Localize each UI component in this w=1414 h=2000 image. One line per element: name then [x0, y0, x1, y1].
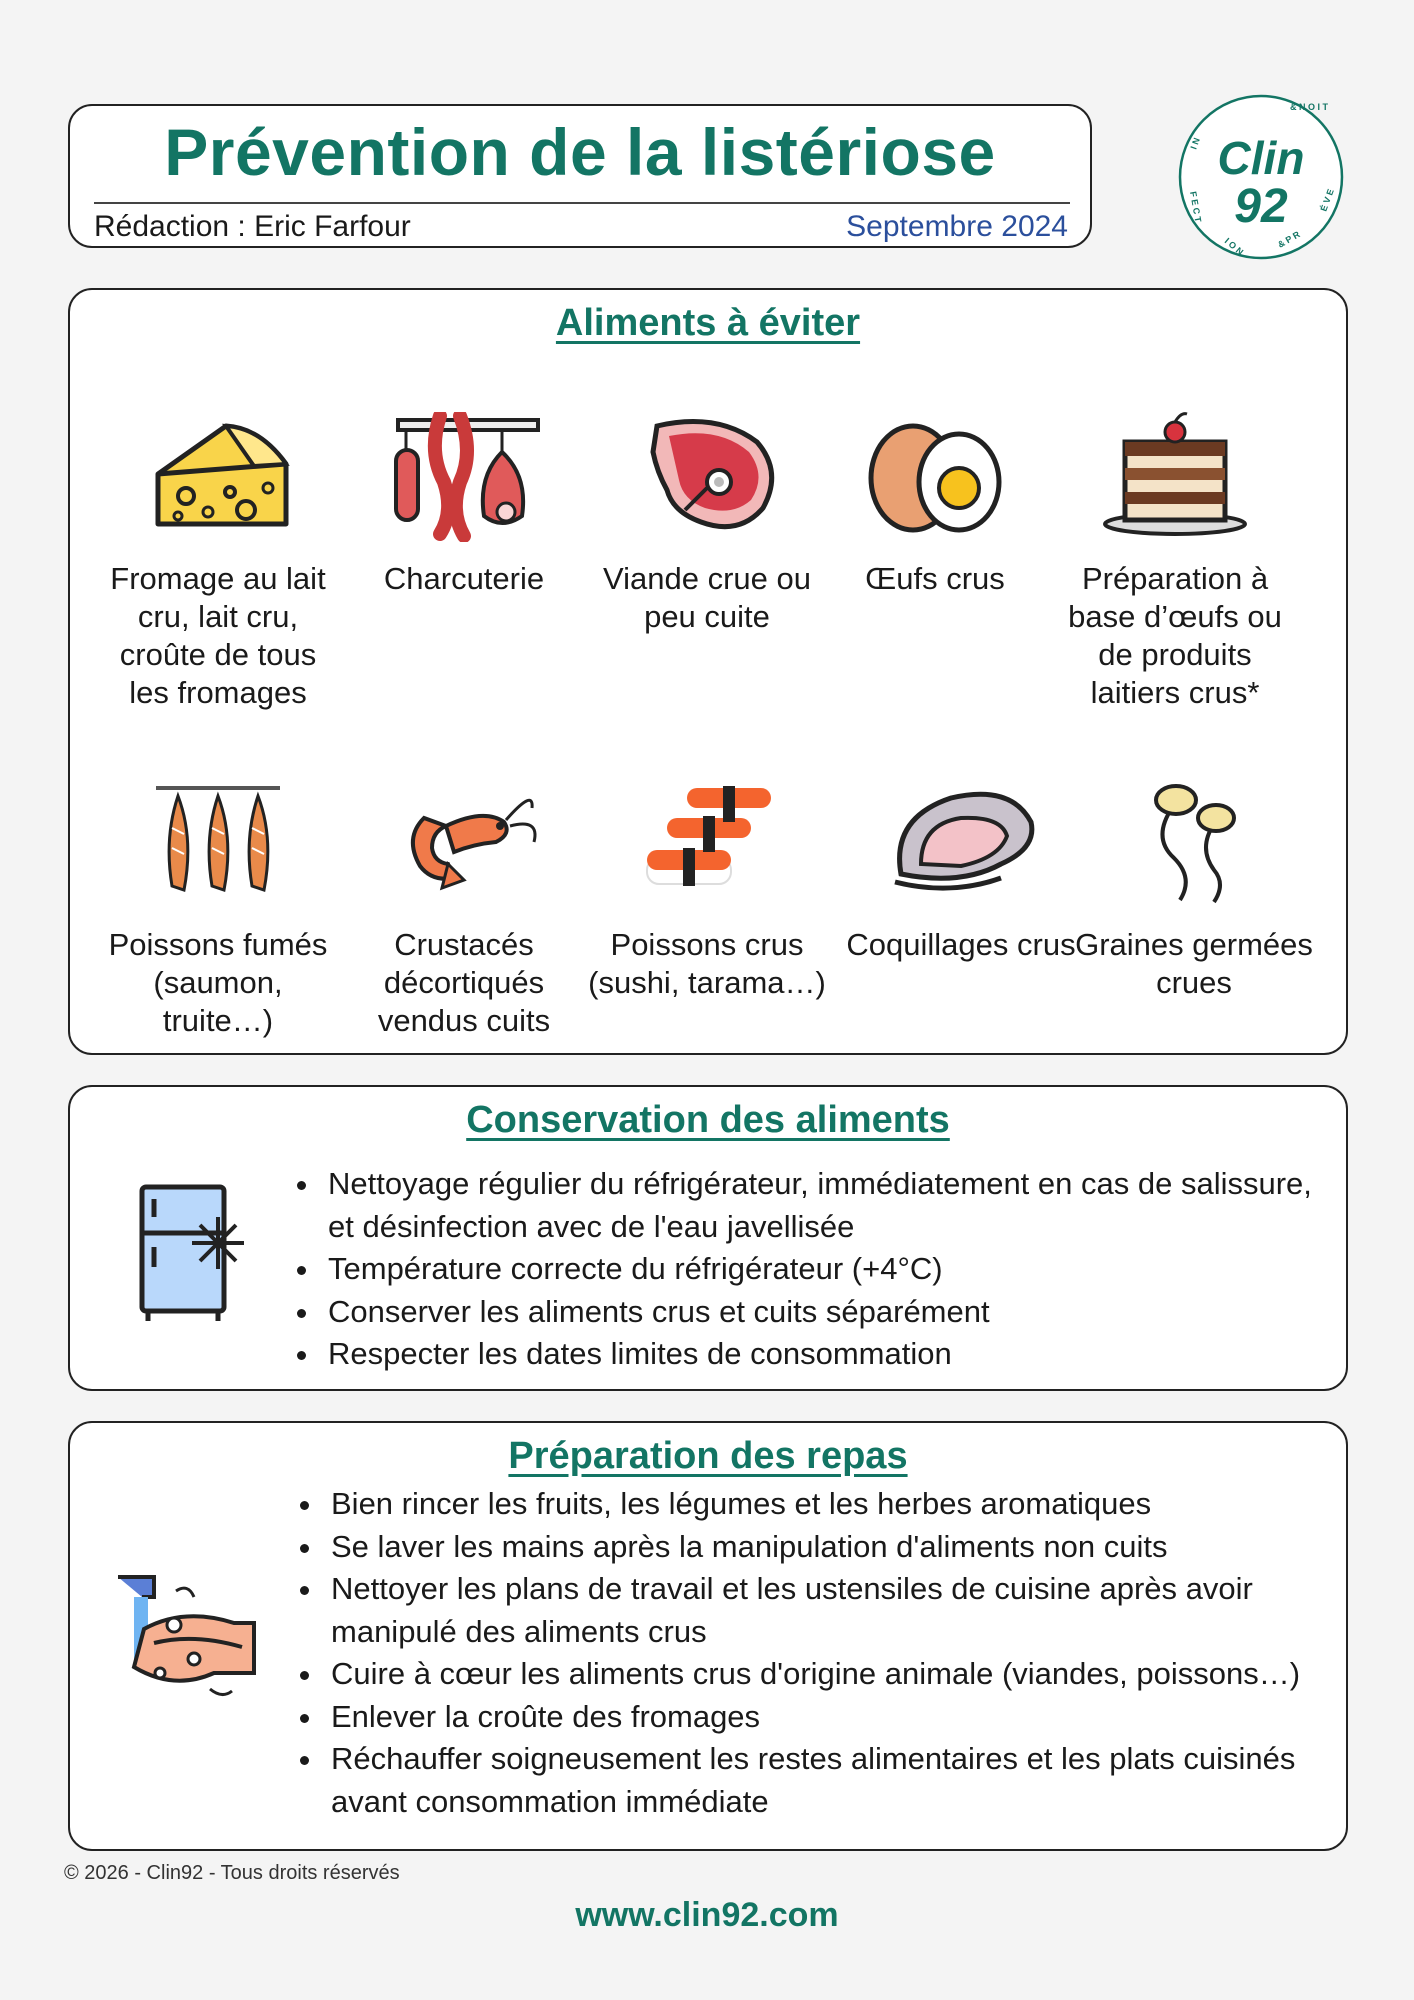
preparation-list: [285, 1483, 1365, 1823]
food-item: [587, 412, 827, 636]
svg-text:& P R: & P R: [1276, 229, 1302, 250]
list-item: • Conserver les aliments crus et cuits séparément: [322, 1291, 1322, 1334]
list-item: • Se laver les mains après la manipulation d'aliments non cuits: [325, 1526, 1365, 1569]
food-item: [1055, 412, 1295, 712]
svg-text:I O N: I O N: [1222, 235, 1246, 258]
header-divider: [94, 202, 1070, 204]
fridge-icon: [134, 1183, 254, 1323]
preparation-title: Préparation des repas: [508, 1435, 908, 1477]
food-label: Coquillages crus: [846, 927, 1076, 962]
copyright-notice: © 2026 - Clin92 - Tous droits réservés: [64, 1862, 400, 1884]
list-item: • Cuire à cœur les aliments crus d'origine animale (viandes, poissons…): [325, 1653, 1365, 1696]
food-item: [587, 778, 827, 1002]
author-line: Rédaction : Eric Farfour: [94, 210, 411, 243]
list-item: • Bien rincer les fruits, les légumes et les herbes aromatiques: [325, 1483, 1365, 1526]
header-box: [68, 104, 1092, 248]
food-label: Préparation à base d’œufs ou de produits laitiers crus*: [1068, 561, 1282, 710]
food-item: [841, 778, 1081, 964]
svg-text:I N: I N: [1188, 136, 1202, 151]
sushi-icon: [627, 778, 787, 908]
page-title: Prévention de la listériose: [164, 115, 996, 189]
eggs-icon: [855, 412, 1015, 542]
oyster-icon: [881, 778, 1041, 908]
food-label: Crustacés décortiqués vendus cuits: [377, 927, 551, 1038]
food-item: [1074, 778, 1314, 1002]
charcuterie-icon: [384, 412, 544, 542]
website-link[interactable]: www.clin92.com: [575, 1896, 839, 1934]
smoked-fish-icon: [138, 778, 298, 908]
food-label: Poissons crus (sushi, tarama…): [588, 927, 826, 1000]
svg-text:Clin: Clin: [1217, 132, 1305, 184]
food-label: Viande crue ou peu cuite: [603, 561, 811, 634]
cheese-icon: [138, 412, 298, 542]
preparation-section: [68, 1421, 1348, 1851]
food-label: Fromage au lait cru, lait cru, croûte de tous les fromages: [110, 561, 326, 710]
list-item: • Nettoyer les plans de travail et les ustensiles de cuisine après avoir manipulé des aliments crus: [325, 1568, 1365, 1653]
food-item: [344, 778, 584, 1040]
list-item: • Nettoyage régulier du réfrigérateur, immédiatement en cas de salissure, et désinfection avec de l'eau javellisée: [322, 1163, 1322, 1248]
publication-date: Septembre 2024: [846, 210, 1068, 243]
avoid-title: Aliments à éviter: [555, 302, 861, 344]
cake-icon: [1095, 412, 1255, 542]
food-label: Charcuterie: [383, 561, 545, 596]
raw-meat-icon: [627, 412, 787, 542]
food-item: [344, 412, 584, 598]
conservation-title: Conservation des aliments: [466, 1099, 950, 1141]
svg-text:F E C T: F E C T: [1188, 190, 1204, 223]
clin92-logo: [1176, 92, 1346, 262]
food-item: [98, 778, 338, 1040]
food-item: [98, 412, 338, 712]
list-item: • Enlever la croûte des fromages: [325, 1696, 1365, 1739]
sprouts-icon: [1114, 778, 1274, 908]
conservation-list: [282, 1163, 1322, 1376]
list-item: • Température correcte du réfrigérateur (+4°C): [322, 1248, 1322, 1291]
list-item: • Respecter les dates limites de consommation: [322, 1333, 1322, 1376]
avoid-section: [68, 288, 1348, 1055]
food-label: Poissons fumés (saumon, truite…): [108, 927, 328, 1038]
food-label: Œufs crus: [865, 561, 1005, 596]
list-item: • Réchauffer soigneusement les restes alimentaires et les plats cuisinés avant consommation immédiate: [325, 1738, 1365, 1823]
svg-text:É V E: É V E: [1318, 187, 1336, 213]
conservation-section: [68, 1085, 1348, 1391]
food-item: [815, 412, 1055, 598]
food-label: Graines germées crues: [1075, 927, 1313, 1000]
shrimp-icon: [384, 778, 544, 908]
svg-text:& N O I T: & N O I T: [1290, 102, 1328, 112]
handwashing-icon: [114, 1563, 264, 1713]
svg-text:92: 92: [1234, 180, 1288, 233]
